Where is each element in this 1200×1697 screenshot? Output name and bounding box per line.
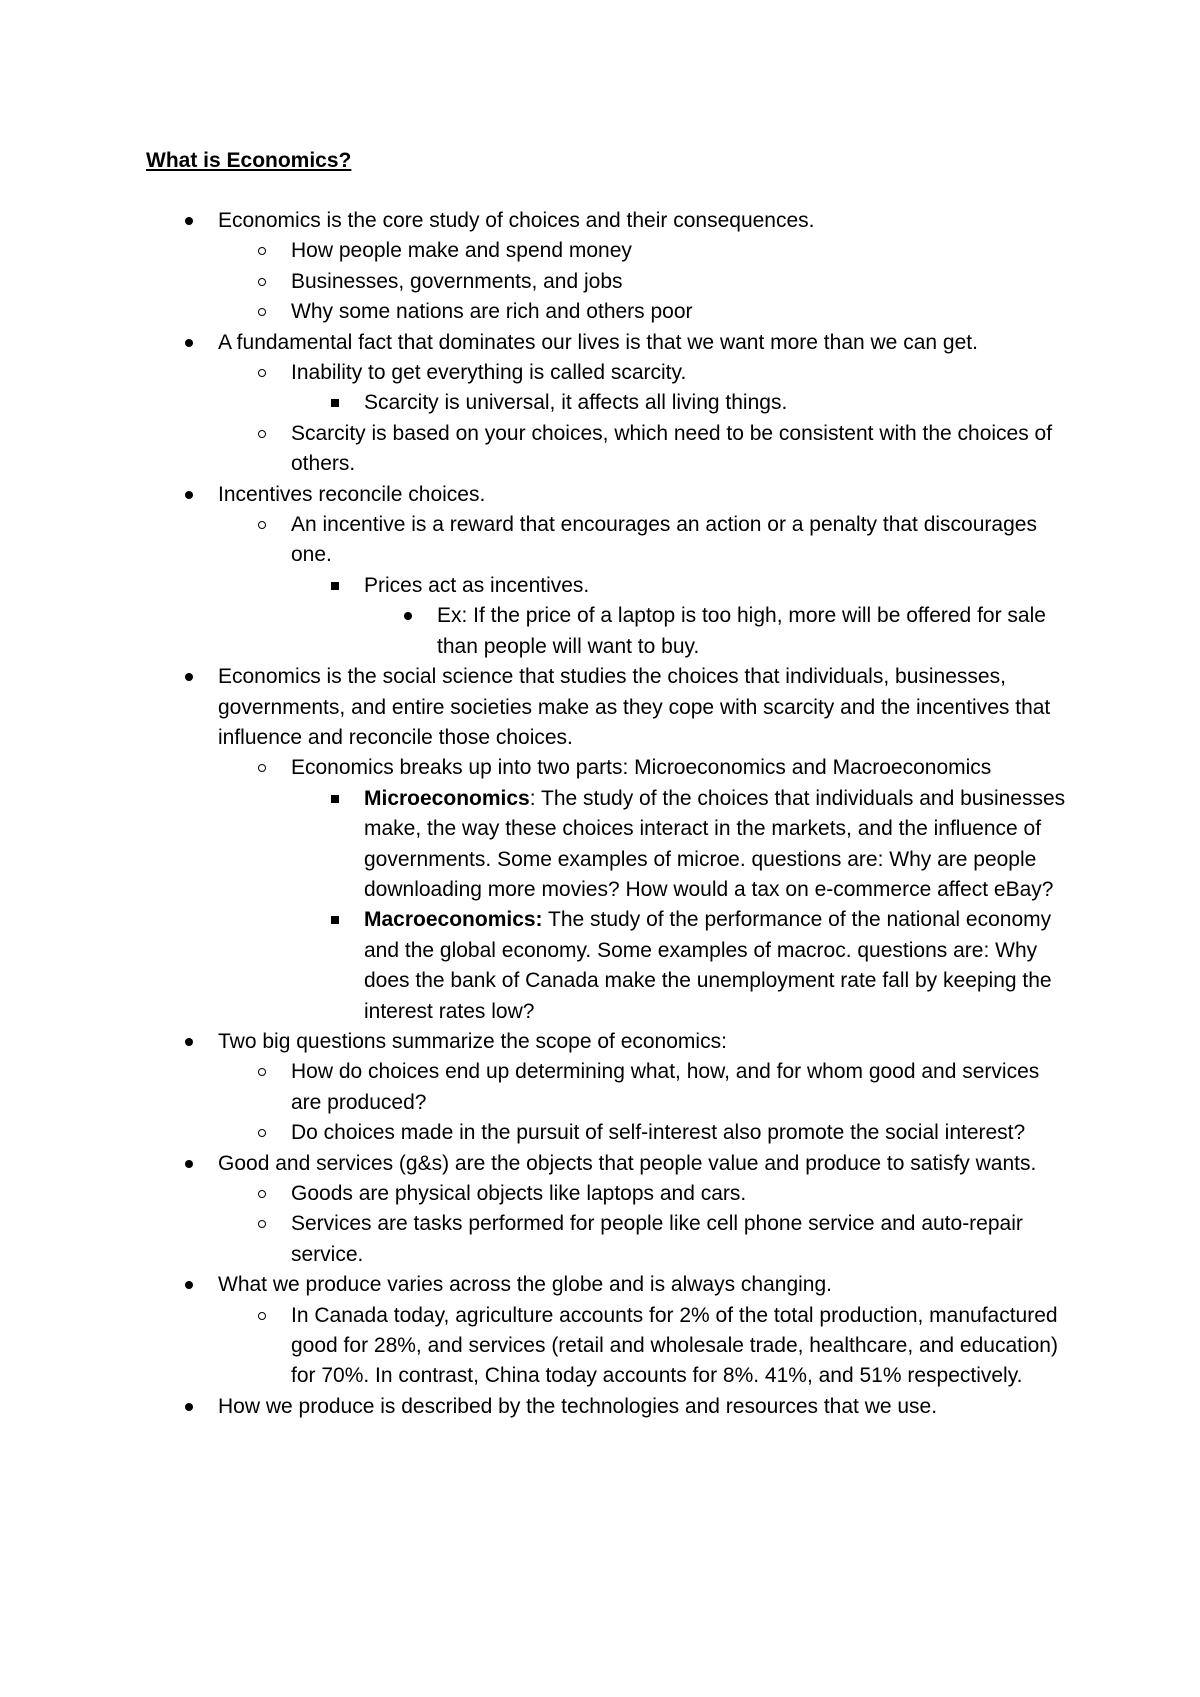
bullet-marker [253, 1209, 271, 1239]
list-item-text: Goods are physical objects like laptops and cars. [291, 1182, 747, 1205]
list-item [0, 753, 1068, 783]
bullet-marker [253, 1301, 271, 1331]
list-item [0, 905, 1068, 1027]
list-item-text: How do choices end up determining what, how, and for whom good and services are produced? [291, 1060, 1040, 1114]
list-item-text: Incentives reconcile choices. [218, 482, 486, 506]
disc-bullet-icon [185, 1403, 193, 1411]
disc-bullet-icon [185, 339, 193, 347]
bullet-marker [253, 419, 271, 449]
circle-bullet-icon [258, 247, 266, 255]
page-title: What is Economics? [146, 149, 352, 172]
list-item-text: Scarcity is based on your choices, which need to be consistent with the choices of others. [291, 421, 1053, 476]
bullet-marker [253, 510, 271, 540]
bullet-marker [326, 388, 344, 418]
list-item [0, 1179, 1068, 1209]
circle-bullet-icon [258, 1220, 266, 1228]
list-item [0, 1209, 1068, 1270]
bullet-marker [253, 1118, 271, 1148]
circle-bullet-icon [258, 308, 266, 316]
list-item [0, 1270, 1068, 1300]
list-item-text: Prices act as incentives. [364, 573, 590, 597]
square-bullet-icon [331, 916, 339, 924]
list-item-text: Economics is the social science that studies the choices that individuals, businesses, governments, and entire societies make as they cope with scarcity and the incentives that influence and reconcile those choices. [218, 665, 1051, 749]
list-item-text: Businesses, governments, and jobs [291, 269, 623, 293]
list-item [0, 662, 1068, 753]
circle-bullet-icon [258, 278, 266, 286]
bullet-marker [253, 1057, 271, 1087]
bullet-marker [180, 662, 198, 692]
disc-bullet-icon [185, 1281, 193, 1289]
bullet-marker [253, 267, 271, 297]
bullet-outline [0, 206, 1200, 1422]
list-item-text: Do choices made in the pursuit of self-interest also promote the social interest? [291, 1121, 1026, 1145]
list-item [0, 1027, 1068, 1057]
key-term: Microeconomics [364, 786, 530, 810]
list-item [0, 1118, 1068, 1148]
list-item [0, 388, 1068, 418]
list-item [0, 784, 1068, 906]
list-item [0, 1149, 1068, 1179]
circle-bullet-icon [258, 521, 266, 529]
disc-bullet-icon [185, 491, 193, 499]
list-item-text: What we produce varies across the globe and is always changing. [218, 1273, 833, 1297]
list-item-text: An incentive is a reward that encourages an action or a penalty that discourages one. [291, 513, 1037, 567]
disc-bullet-icon [185, 673, 193, 681]
bullet-marker [180, 328, 198, 358]
circle-bullet-icon [258, 1068, 266, 1076]
list-item-text: Why some nations are rich and others poor [291, 300, 693, 324]
list-item [0, 1392, 1068, 1422]
circle-bullet-icon [258, 764, 266, 772]
bullet-marker [253, 358, 271, 388]
square-bullet-icon [331, 399, 339, 407]
list-item [0, 267, 1068, 297]
bullet-marker [180, 1392, 198, 1422]
circle-bullet-icon [258, 369, 266, 377]
bullet-marker [180, 1027, 198, 1057]
disc-bullet-icon [404, 612, 412, 620]
list-item-text: A fundamental fact that dominates our lives is that we want more than we can get. [218, 330, 978, 354]
list-item-text: Two big questions summarize the scope of economics: [218, 1029, 727, 1053]
list-item [0, 328, 1068, 358]
circle-bullet-icon [258, 1312, 266, 1320]
bullet-marker [253, 753, 271, 783]
disc-bullet-icon [185, 1038, 193, 1046]
list-item-text: Services are tasks performed for people like cell phone service and auto-repair service. [291, 1212, 1023, 1266]
bullet-marker [253, 1179, 271, 1209]
key-term: Macroeconomics: [364, 908, 543, 932]
list-item-text: Inability to get everything is called scarcity. [291, 361, 687, 385]
key-term-definition: The study of the performance of the national economy and the global economy. Some examples of macroc. questions are: Why does the bank of Canada make the unemployment rate fall by keeping the interest rates low? [364, 908, 1052, 1023]
bullet-marker [326, 571, 344, 601]
circle-bullet-icon [258, 1129, 266, 1137]
list-item-text [364, 905, 1068, 1027]
list-item-text: In Canada today, agriculture accounts for 2% of the total production, manufactured good for 28%, and services (retail and wholesale trade, healthcare, and education) for 70%. In contrast, China today accounts for 8%. 41%, and 51% respectively. [291, 1303, 1058, 1388]
bullet-marker [253, 297, 271, 327]
bullet-marker [180, 1149, 198, 1179]
list-item-text: How we produce is described by the technologies and resources that we use. [218, 1394, 938, 1418]
square-bullet-icon [331, 795, 339, 803]
bullet-marker [180, 480, 198, 510]
disc-bullet-icon [185, 1160, 193, 1168]
list-item [0, 601, 1068, 662]
list-item-text: Economics is the core study of choices and their consequences. [218, 209, 815, 232]
list-item [0, 358, 1068, 388]
bullet-marker [253, 236, 271, 266]
bullet-marker [180, 206, 198, 236]
key-term-definition: : The study of the choices that individuals and businesses make, the way these choices interact in the markets, and the influence of governments. Some examples of microe. questions are: Why are people downloading more movies? How would a tax on e-commerce affect eBay? [364, 786, 1066, 901]
list-item-text: Economics breaks up into two parts: Microeconomics and Macroeconomics [291, 756, 992, 780]
list-item [0, 297, 1068, 327]
square-bullet-icon [331, 582, 339, 590]
list-item [0, 236, 1068, 266]
bullet-marker [326, 905, 344, 935]
circle-bullet-icon [258, 430, 266, 438]
list-item-text: Good and services (g&s) are the objects that people value and produce to satisfy wants. [218, 1151, 1037, 1175]
list-item [0, 480, 1068, 510]
list-item-text: How people make and spend money [291, 239, 632, 263]
list-item-text [364, 784, 1068, 906]
list-item [0, 1057, 1068, 1118]
bullet-marker [180, 1270, 198, 1300]
list-item [0, 1301, 1068, 1392]
list-item-text: Ex: If the price of a laptop is too high, more will be offered for sale than people will want to buy. [437, 604, 1046, 658]
disc-bullet-icon [185, 217, 193, 225]
list-item-text: Scarcity is universal, it affects all living things. [364, 391, 788, 415]
bullet-marker [399, 601, 417, 631]
list-item [0, 206, 1068, 236]
bullet-marker [326, 784, 344, 814]
list-item [0, 510, 1068, 571]
circle-bullet-icon [258, 1190, 266, 1198]
list-item [0, 571, 1068, 601]
list-item [0, 419, 1068, 480]
